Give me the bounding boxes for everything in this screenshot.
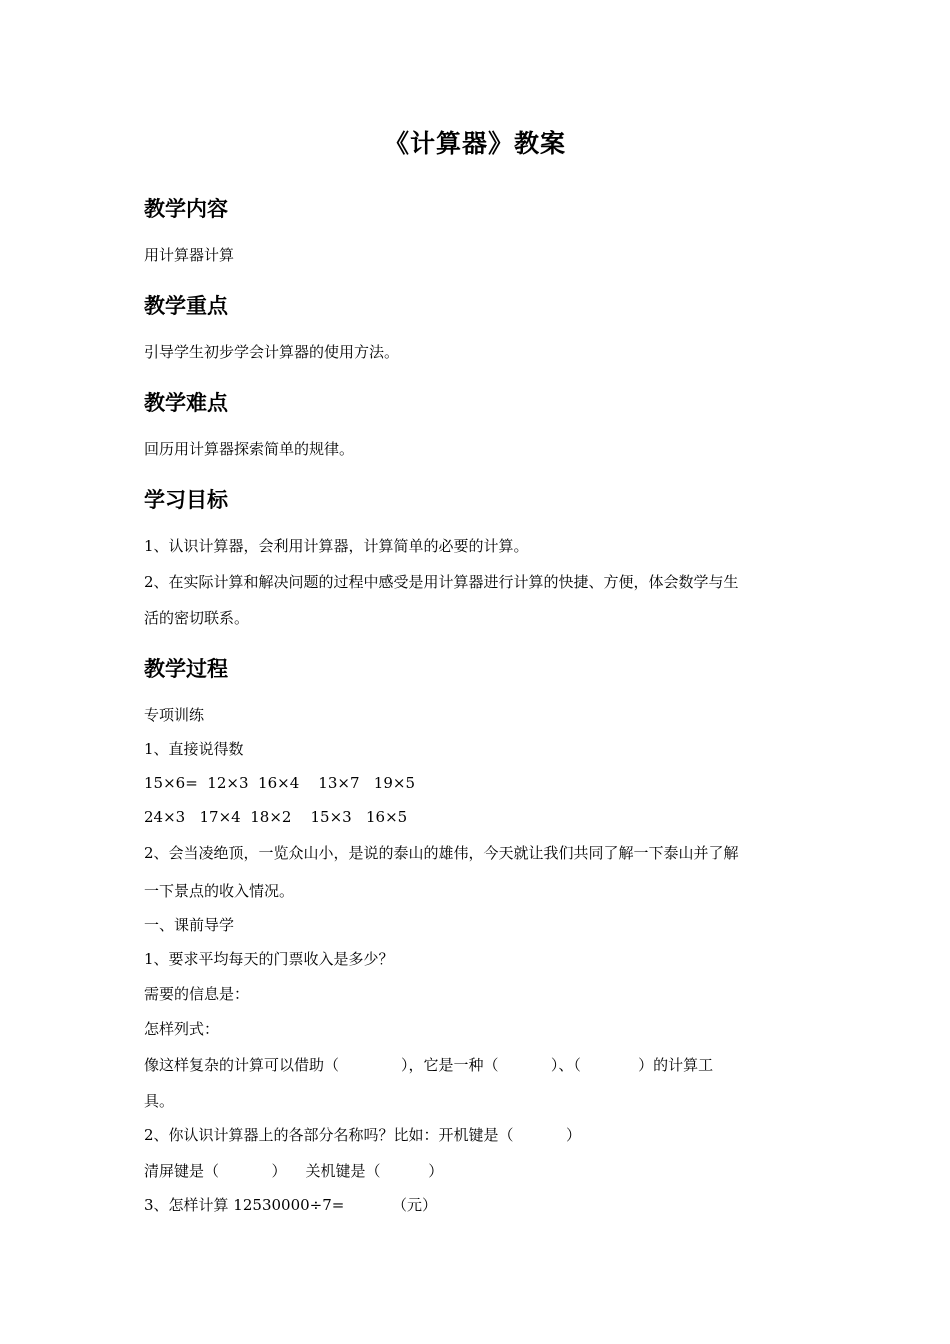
process-line: 专项训练 [144, 706, 205, 724]
process-line: 一下景点的收入情况。 [144, 882, 295, 900]
heading-content: 教学内容 [144, 197, 228, 221]
content-text: 用计算器计算 [144, 246, 235, 264]
heading-focus: 教学重点 [144, 294, 228, 318]
focus-text: 引导学生初步学会计算器的使用方法。 [144, 343, 400, 361]
heading-goals: 学习目标 [144, 488, 228, 512]
process-line: 像这样复杂的计算可以借助（ ），它是一种（ ）、（ ）的计算工 [144, 1056, 714, 1074]
process-line: 24×3 17×4 18×2 15×3 16×5 [144, 808, 408, 826]
process-line: 1、要求平均每天的门票收入是多少？ [144, 950, 394, 968]
process-line: 2、你认识计算器上的各部分名称吗？比如：开机键是（ ） [144, 1126, 581, 1144]
goal-item-1: 1、认识计算器，会利用计算器，计算简单的必要的计算。 [144, 537, 529, 555]
heading-difficulty: 教学难点 [144, 391, 228, 415]
process-line: 3、怎样计算 12530000÷7= （元） [144, 1196, 438, 1214]
process-line: 需要的信息是： [144, 985, 250, 1003]
heading-process: 教学过程 [144, 657, 228, 681]
goal-item-2-line-1: 2、在实际计算和解决问题的过程中感受是用计算器进行计算的快捷、方便，体会数学与生 [144, 573, 739, 591]
process-line: 一、课前导学 [144, 916, 235, 934]
process-line: 清屏键是（ ） 关机键是（ ） [144, 1162, 444, 1180]
difficulty-text: 回历用计算器探索简单的规律。 [144, 440, 355, 458]
process-line: 2、会当凌绝顶，一览众山小，是说的泰山的雄伟，今天就让我们共同了解一下泰山并了解 [144, 844, 739, 862]
goal-item-2-line-2: 活的密切联系。 [144, 609, 250, 627]
process-line: 具。 [144, 1092, 175, 1110]
process-line: 15×6= 12×3 16×4 13×7 19×5 [144, 774, 416, 792]
process-line: 怎样列式： [144, 1020, 220, 1038]
document-title: 《计算器》教案 [383, 129, 566, 158]
process-line: 1、直接说得数 [144, 740, 244, 758]
